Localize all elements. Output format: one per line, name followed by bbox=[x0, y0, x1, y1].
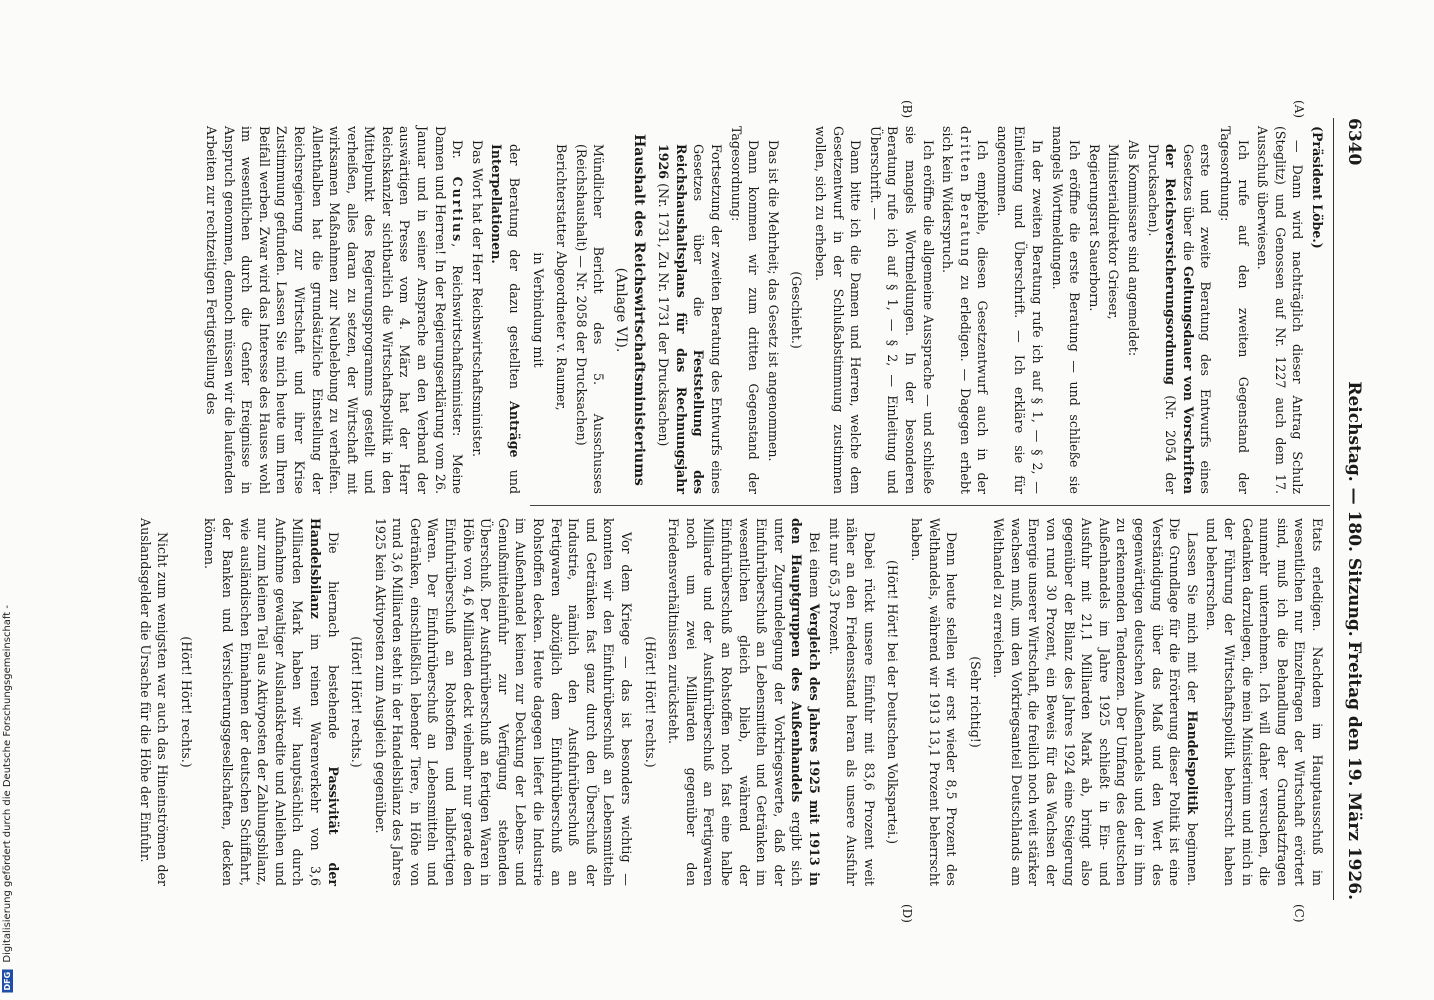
paragraph: Dann kommen wir zum dritten Gegenstand der Tagesordnung: bbox=[728, 126, 762, 494]
connector: in Verbindung mit bbox=[530, 252, 546, 368]
dfg-logo: DFG bbox=[3, 971, 12, 990]
page-header bbox=[1338, 118, 1364, 900]
paragraph: Das Wort hat der Herr Reichswirtschaftsminister. bbox=[469, 140, 485, 458]
paragraph: Lassen Sie mich mit der Handelspolitik beginnen. Die Grundlage für die Erörterung dieser Politik ist eine Verständigung über das Maß und den Wert des gegenwärtigen deutschen Außenhandels und der in ihm zu erkennenden Tendenzen. Der Umfang des deutschen Außenhandels im Jahre 1925 schließt in Ein- und Ausfuhr mit 21,1 Milliarden Mark ab, bringt also gegenüber der Bilanz des Jahres 1924 eine Steigerung von rund 30 Prozent, ein Beweis für das Wachsen der Energie unserer Wirtschaft, die freilich noch weit stärker wachsen muß, um den Vorkriegsanteil Deutschlands am Welthandel zu erreichen. bbox=[991, 518, 1200, 886]
column-divider bbox=[530, 505, 1330, 506]
paragraph: In der zweiten Beratung rufe ich auf § 1, — § 2, — Einleitung und Überschrift. — Ich erkläre sie für angenommen. bbox=[994, 126, 1046, 494]
commissioner: Ministerialdirektor Grieser, bbox=[1106, 144, 1122, 320]
interjection: (Hört! Hört! rechts.) bbox=[349, 636, 365, 768]
margin-mark-d: (D) bbox=[900, 904, 914, 923]
paragraph: Dann bitte ich die Damen und Herren, welche dem Gesetzentwurf in der Schlußabstimmung zustimmen wollen, sich zu erheben. bbox=[812, 126, 864, 494]
session-title: Reichstag. — 180. Sitzung. bbox=[1344, 381, 1364, 637]
interjection: (Hört! Hört! rechts.) bbox=[642, 636, 658, 768]
margin-mark-a: (A) bbox=[1292, 100, 1306, 119]
header-rule bbox=[1333, 118, 1334, 900]
paragraph: Als Kommissare sind angemeldet: bbox=[1126, 140, 1142, 357]
paragraph: Ich empfehle, diesen Gesetzentwurf auch in der dritten Beratung zu erledigen. — Dagegen erhebt sich kein Widerspruch. bbox=[940, 126, 991, 494]
report-note: Mündlicher Bericht des 5. Ausschusses (Reichshaushalt) — Nr. 2058 der Drucksachen) bbox=[573, 144, 607, 494]
left-column bbox=[200, 126, 1326, 494]
interjection: (Hört! Hört! rechts.) bbox=[178, 636, 194, 768]
paragraph: Das ist die Mehrheit; das Gesetz ist angenommen. bbox=[765, 140, 781, 462]
page-number: 6340 bbox=[1344, 118, 1364, 166]
paragraph: — Dann wird nachträglich dieser Antrag Schulz (Steglitz) und Genossen auf Nr. 1227 auch dem 17. Ausschuß überwiesen. bbox=[1255, 126, 1306, 494]
paragraph: Nicht zum wenigsten war auch das Hineinströmen der Auslandsgelder die Ursache für die Höhe der Einfuhr. bbox=[137, 518, 171, 886]
paragraph: Denn heute stellen wir erst wieder 8,5 Prozent des Welthandels, während wir 1913 13,1 Prozent beherrscht haben. bbox=[908, 518, 960, 886]
dfg-credit-text: Digitalisierung gefördert durch die Deutsche Forschungsgemeinschaft - bbox=[2, 604, 13, 963]
section-heading: Haushalt des Reichswirtschaftsministeriums (Anlage VI). bbox=[613, 134, 647, 486]
paragraph: Die hiernach bestehende Passivität der Handelsbilanz im reinen Warenverkehr von 3,6 Milliarden Mark haben wir hauptsächlich durch Aufnahme gewaltiger Auslandskredite und Anleihen und nur zum kleinen Teil aus Aktivposten der Zahlungsbilanz, wie ausländischen Einnahmen der deutschen Schiffahrt, der Banken und Versicherungsgesellschaften, decken können. bbox=[202, 518, 341, 886]
speech-paragraph: Dr. Curtius, Reichswirtschaftsminister: Meine Damen und Herren! In der Regierungserklärung vom 26. Januar und in seiner Ansprache an den Verband der auswärtigen Presse vom 4. März hat der Herr Reichskanzler sichtbarlich die Wirtschaftspolitik in den Mittelpunkt des Regierungsprogramms gestellt und verheißen, alles daran zu setzen, der Wirtschaft mit wirksamen Maßnahmen zur Neubelebung zu verhelfen. Allenthalben hat die grundsätzliche Einstellung der Reichsregierung zur Wirtschaft und ihrer Krise Zustimmung gefunden. Lassen Sie mich heute um Ihren Beifall werben. Zwar wird das Interesse des Hauses wohl im wesentlichen durch die Genfer Ereignisse in Anspruch genommen, dennoch müssen wir die laufenden Arbeiten zur rechtzeitigen Fertigstellung des bbox=[203, 126, 466, 494]
margin-mark-c: (C) bbox=[1292, 904, 1306, 923]
paragraph: Ich rufe auf den zweiten Gegenstand der Tagesordnung: bbox=[1218, 126, 1251, 494]
paragraph: Bei einem Vergleich des Jahres 1925 mit 1913 in den Hauptgruppen des Außenhandels ergibt sich unter Zugrundelegung der Vorkriegswerte, daß der Einfuhrüberschuß an Lebensmitteln und Getränken im wesentlichen gleich blieb, während der Einfuhrüberschuß an Rohstoffen noch fast eine halbe Milliarde und der Ausfuhrüberschuß an Fertigwaren noch um zwei Milliarden gegenüber den Friedensverhältnissen zurücksteht. bbox=[666, 518, 822, 887]
paragraph: Etats erledigen. Nachdem im Hauptausschuß im wesentlichen nur Einzelfragen der Wirtschaft erörtert sind, muß ich die Behandlung der Grundsatzfragen nunmehr unternehmen. Ich will daher versuchen, die Gedanken darzulegen, die mein Ministerium und mich in der Führung der Wirtschaftspolitik beherrscht haben und beherrschen. bbox=[1204, 518, 1325, 886]
paragraph: Dabei rückt unsere Einfuhr mit 83,6 Prozent weit näher an den Friedensstand heran als unsere Ausfuhr mit nur 65,3 Prozent. bbox=[826, 518, 877, 886]
interjection: (Geschieht.) bbox=[789, 271, 805, 349]
commissioner: Regierungsrat Sauerborn. bbox=[1086, 144, 1102, 312]
rapporteur: Berichterstatter Abgeordneter v. Raumer, bbox=[554, 144, 570, 411]
margin-mark-b: (B) bbox=[900, 100, 914, 119]
agenda-item: erste und zweite Beratung des Entwurfs eines Gesetzes über die Geltungsdauer von Vorschriften der Reichsversicherungsordnung (Nr. 2054 der Drucksachen). bbox=[1145, 144, 1214, 494]
agenda-item: Fortsetzung der zweiten Beratung des Entwurfs eines Gesetzes über die Feststellung des Reichshaushaltsplans für das Rechnungsjahr 1926 (Nr. 1731, Zu Nr. 1731 der Drucksachen) bbox=[656, 144, 724, 494]
paragraph: Ich eröffne die allgemeine Aussprache — und schließe sie mangels Wortmeldungen. In der besonderen Beratung rufe ich auf § 1, — § 2, — Einleitung und Überschrift. — bbox=[867, 126, 936, 494]
paragraph: Vor dem Kriege — das ist besonders wichtig — konnten wir den Einfuhrüberschuß an Lebensmitteln und Getränken fast ganz durch den Überschuß der Industrie, nämlich den Ausfuhrüberschuß an Fertigwaren abzüglich dem Einfuhrüberschuß an Rohstoffen decken. Heute dagegen liefert die Industrie im Außenhandel keinen zur Deckung der Lebens- und Genußmitteleinfuhr zur Verfügung stehenden Überschuß. Der Ausfuhrüberschuß an fertigen Waren in Höhe von 4,6 Milliarden deckt vielmehr nur gerade den Einfuhrüberschuß an Rohstoffen und halbfertigen Waren. Der Einfuhrüberschuß an Lebensmitteln und Getränken, einschließlich lebender Tiere, in Höhe von rund 3,6 Milliarden steht in der Handelsbilanz des Jahres 1925 kein Aktivposten zum Ausgleich gegenüber. bbox=[372, 518, 635, 886]
right-column bbox=[134, 518, 1326, 886]
paragraph: Ich eröffne die erste Beratung — und schließe sie mangels Wortmeldungen. bbox=[1049, 126, 1083, 494]
session-date: Freitag den 19. März 1926. bbox=[1344, 641, 1364, 900]
speaker-label: (Präsident Löbe.) bbox=[1310, 126, 1325, 249]
interjection: (Sehr richtig!) bbox=[967, 656, 983, 748]
interjection: (Hört! Hört! bei der Deutschen Volkspartei.) bbox=[885, 559, 901, 845]
agenda-item: der Beratung der dazu gestellten Anträge und Interpellationen. bbox=[489, 144, 523, 495]
